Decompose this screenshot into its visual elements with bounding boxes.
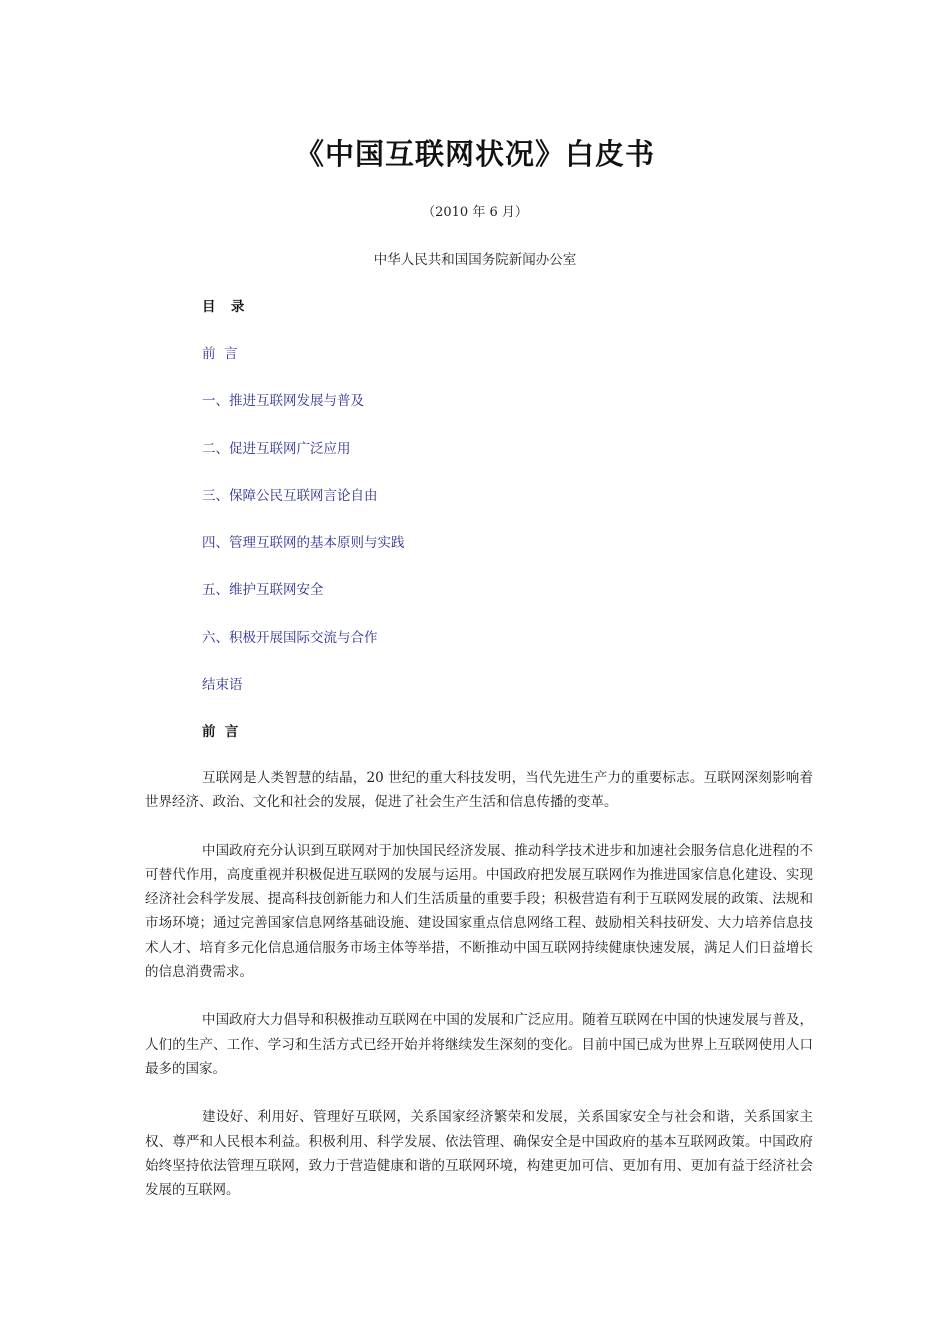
document-title: 《中国互联网状况》白皮书 xyxy=(294,137,655,171)
preface-body xyxy=(145,766,813,1226)
document-publisher: 中华人民共和国国务院新闻办公室 xyxy=(373,252,577,268)
toc-link-section-4[interactable]: 四、管理互联网的基本原则与实践 xyxy=(202,535,405,552)
paragraph: 中国政府大力倡导和积极推动互联网在中国的发展和广泛应用。随着互联网在中国的快速发展与普及，人们的生产、工作、学习和生活方式已经开始并将继续发生深刻的变化。目前中国已成为世界上互联网使用人口最多的国家。 xyxy=(145,1012,813,1077)
table-of-contents xyxy=(202,342,405,720)
toc-heading: 目 录 xyxy=(202,299,247,315)
paragraph: 互联网是人类智慧的结晶，20 世纪的重大科技发明，当代先进生产力的重要标志。互联网深刻影响着世界经济、政治、文化和社会的发展，促进了社会生产生活和信息传播的变革。 xyxy=(145,770,813,811)
toc-link-conclusion[interactable]: 结束语 xyxy=(202,677,243,694)
paragraph: 建设好、利用好、管理好互联网，关系国家经济繁荣和发展，关系国家安全与社会和谐，关系国家主权、尊严和人民根本利益。积极利用、科学发展、依法管理、确保安全是中国政府的基本互联网政策。中国政府始终坚持依法管理互联网，致力于营造健康和谐的互联网环境，构建更加可信、更加有用、更加有益于经济社会发展的互联网。 xyxy=(145,1109,813,1199)
toc-link-preface[interactable]: 前 言 xyxy=(202,346,238,362)
toc-link-section-1[interactable]: 一、推进互联网发展与普及 xyxy=(202,393,364,410)
section-heading-preface: 前 言 xyxy=(202,724,239,740)
document-date: （2010 年 6 月） xyxy=(422,205,528,220)
toc-link-section-2[interactable]: 二、促进互联网广泛应用 xyxy=(202,440,351,457)
toc-link-section-5[interactable]: 五、维护互联网安全 xyxy=(202,582,324,599)
paragraph: 中国政府充分认识到互联网对于加快国民经济发展、推动科学技术进步和加速社会服务信息化进程的不可替代作用，高度重视并积极促进互联网的发展与运用。中国政府把发展互联网作为推进国家信息化建设、实现经济社会科学发展、提高科技创新能力和人们生活质量的重要手段；积极营造有利于互联网发展的政策、法规和市场环境；通过完善国家信息网络基础设施、建设国家重点信息网络工程、鼓励相关科技研发、大力培养信息技术人才、培育多元化信息通信服务市场主体等举措，不断推动中国互联网持续健康快速发展，满足人们日益增长的信息消费需求。 xyxy=(145,842,813,981)
toc-link-section-6[interactable]: 六、积极开展国际交流与合作 xyxy=(202,629,378,646)
toc-link-section-3[interactable]: 三、保障公民互联网言论自由 xyxy=(202,487,378,504)
